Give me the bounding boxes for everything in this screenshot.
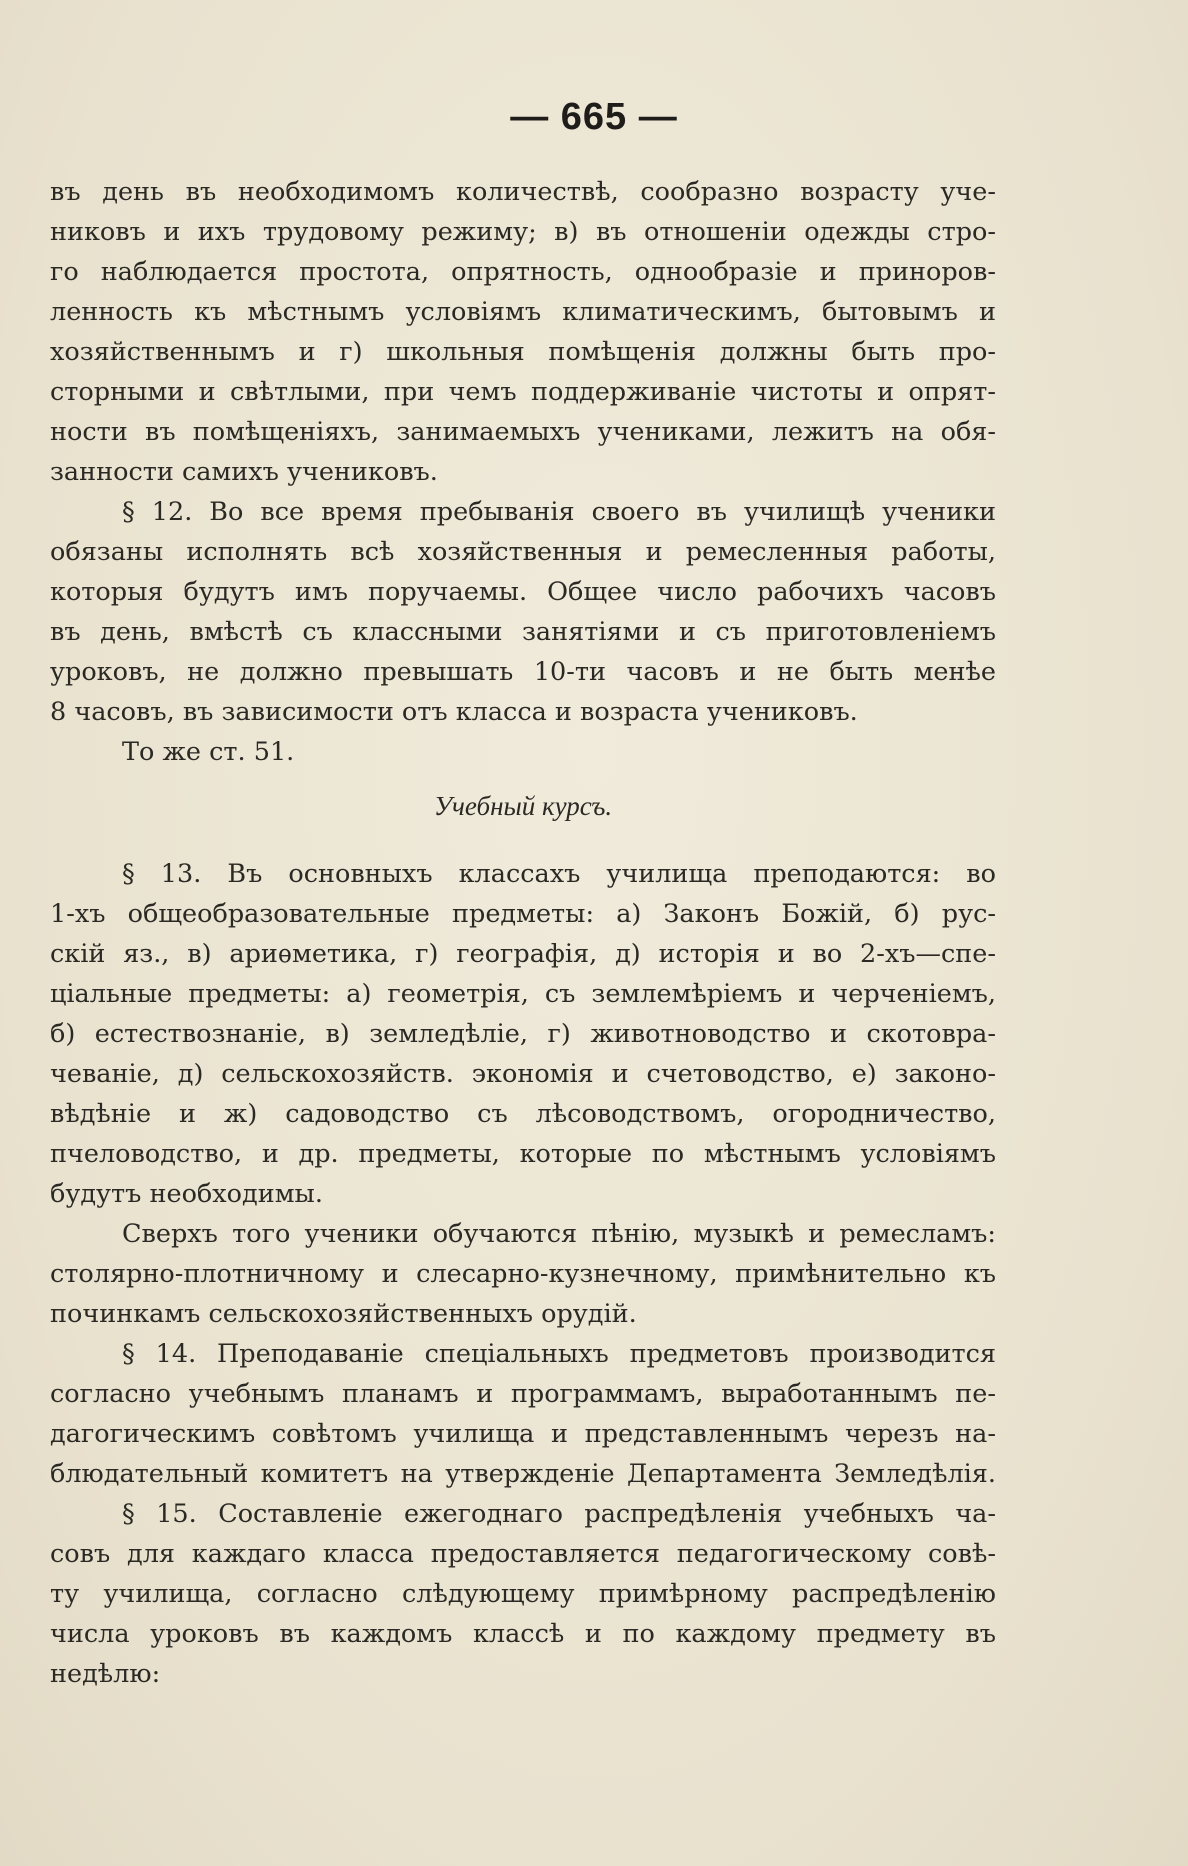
paragraph-section-14	[50, 1334, 996, 1494]
text-line: дагогическимъ совѣтомъ училища и представленнымъ черезъ на-	[50, 1419, 996, 1449]
text-line: 1-хъ общеобразовательные предметы: а) Законъ Божій, б) рус-	[50, 899, 996, 929]
text-line: § 15. Составленіе ежегоднаго распредѣленія учебныхъ ча-	[122, 1499, 996, 1529]
page-number: — 665 —	[510, 96, 678, 138]
text-line: ту училища, согласно слѣдующему примѣрному распредѣленію	[50, 1579, 996, 1609]
text-line: ности въ помѣщеніяхъ, занимаемыхъ учениками, лежитъ на обя-	[50, 417, 996, 447]
paragraph-additional-subjects	[50, 1214, 996, 1334]
text-line: чеваніе, д) сельскохозяйств. экономія и счетоводство, е) законо-	[50, 1059, 996, 1089]
text-line: скій яз., в) ариѳметика, г) географія, д) исторія и во 2-хъ—спе-	[50, 939, 996, 969]
text-line: пчеловодство, и др. предметы, которые по мѣстнымъ условіямъ	[50, 1139, 996, 1169]
text-line: уроковъ, не должно превышать 10-ти часовъ и не быть менѣе	[50, 657, 996, 687]
text-line: будутъ необходимы.	[50, 1179, 323, 1209]
text-line: Сверхъ того ученики обучаются пѣнію, музыкѣ и ремесламъ:	[122, 1219, 996, 1249]
text-line: совъ для каждаго класса предоставляется педагогическому совѣ-	[50, 1539, 996, 1569]
text-line: б) естествознаніе, в) земледѣліе, г) животноводство и скотовра-	[50, 1019, 996, 1049]
text-line: § 12. Во все время пребыванія своего въ училищѣ ученики	[122, 497, 996, 527]
text-line: никовъ и ихъ трудовому режиму; в) въ отношеніи одежды стро-	[50, 217, 996, 247]
text-line: сторными и свѣтлыми, при чемъ поддерживаніе чистоты и опрят-	[50, 377, 996, 407]
text-line: столярно-плотничному и слесарно-кузнечному, примѣнительно къ	[50, 1259, 996, 1289]
text-line: занности самихъ учениковъ.	[50, 457, 438, 487]
text-line: ленность къ мѣстнымъ условіямъ климатическимъ, бытовымъ и	[50, 297, 996, 327]
text-line: починкамъ сельскохозяйственныхъ орудій.	[50, 1299, 637, 1329]
text-line: хозяйственнымъ и г) школьныя помѣщенія должны быть про-	[50, 337, 996, 367]
text-line: въ день, вмѣстѣ съ классными занятіями и съ приготовленіемъ	[50, 617, 996, 647]
paragraph-section-15	[50, 1494, 996, 1694]
paragraph-section-13	[50, 854, 996, 1214]
text-line: которыя будутъ имъ поручаемы. Общее число рабочихъ часовъ	[50, 577, 996, 607]
text-line: недѣлю:	[50, 1659, 161, 1689]
text-line: блюдательный комитетъ на утвержденіе Департамента Земледѣлія.	[50, 1459, 996, 1489]
text-line: согласно учебнымъ планамъ и программамъ, выработаннымъ пе-	[50, 1379, 996, 1409]
text-line: § 13. Въ основныхъ классахъ училища преподаются: во	[122, 859, 996, 889]
text-line: 8 часовъ, въ зависимости отъ класса и возраста учениковъ.	[50, 697, 858, 727]
reference-note	[50, 732, 996, 772]
paragraph-section-12	[50, 492, 996, 732]
text-line: обязаны исполнять всѣ хозяйственныя и ремесленныя работы,	[50, 537, 996, 567]
text-line: числа уроковъ въ каждомъ классѣ и по каждому предмету въ	[50, 1619, 996, 1649]
text-line: § 14. Преподаваніе спеціальныхъ предметовъ производится	[122, 1339, 996, 1369]
spacer	[50, 840, 996, 854]
section-heading: Учебный курсъ.	[433, 791, 613, 821]
text-line: въ день въ необходимомъ количествѣ, сообразно возрасту уче-	[50, 177, 996, 207]
text-line: То же ст. 51.	[122, 737, 295, 767]
text-line: ціальные предметы: а) геометрія, съ землемѣріемъ и черченіемъ,	[50, 979, 996, 1009]
paragraph-1	[50, 172, 996, 492]
text-line: вѣдѣніе и ж) садоводство съ лѣсоводствомъ, огородничество,	[50, 1099, 996, 1129]
body-text	[50, 172, 996, 1694]
text-line: го наблюдается простота, опрятность, однообразіе и приноров-	[50, 257, 996, 287]
